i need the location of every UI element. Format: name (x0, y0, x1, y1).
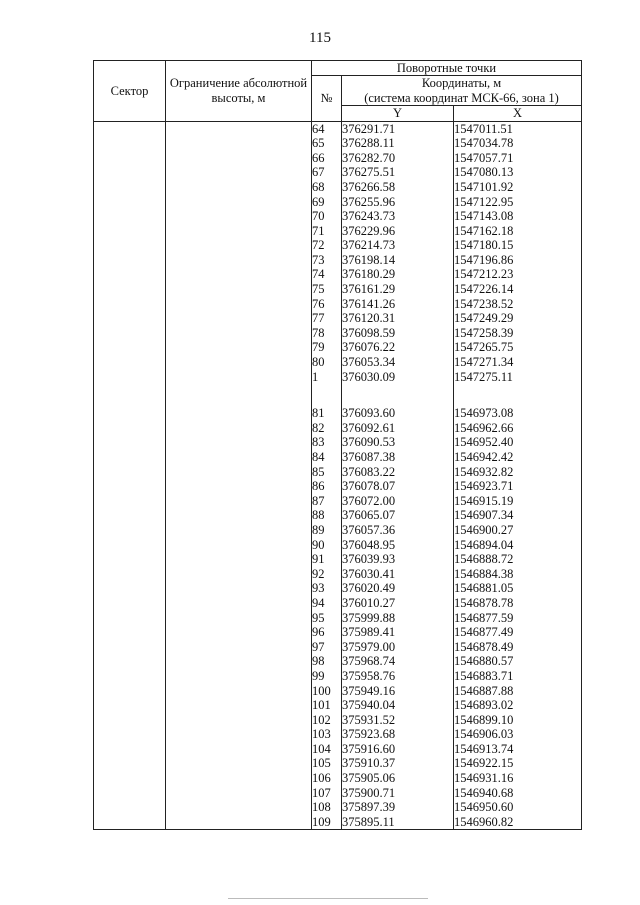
point-number: 76 (312, 297, 342, 312)
coordinate-y: 376098.59 (342, 326, 454, 341)
altitude-limit-cell (166, 494, 312, 509)
coordinate-y: 376030.09 (342, 370, 454, 385)
table-row (94, 479, 582, 494)
sector-cell (94, 727, 166, 742)
coordinate-x: 1546973.08 (454, 406, 582, 421)
coordinate-y: 375916.60 (342, 742, 454, 757)
coordinate-x: 1547196.86 (454, 253, 582, 268)
coordinate-y: 375979.00 (342, 640, 454, 655)
table-row (94, 683, 582, 698)
sector-cell (94, 421, 166, 436)
point-number: 90 (312, 537, 342, 552)
altitude-limit-cell (166, 683, 312, 698)
coordinate-x: 1546881.05 (454, 581, 582, 596)
coordinate-y: 375968.74 (342, 654, 454, 669)
table-row (94, 465, 582, 480)
coordinate-y: 376030.41 (342, 567, 454, 582)
point-number: 82 (312, 421, 342, 436)
table-row (94, 282, 582, 297)
point-number: 89 (312, 523, 342, 538)
sector-cell (94, 508, 166, 523)
table-row (94, 435, 582, 450)
table-row (94, 450, 582, 465)
point-number: 102 (312, 713, 342, 728)
table-row (94, 180, 582, 195)
coordinate-y: 376083.22 (342, 465, 454, 480)
altitude-limit-cell (166, 238, 312, 253)
table-row (94, 494, 582, 509)
coordinate-x: 1546878.78 (454, 596, 582, 611)
coordinate-x: 1546900.27 (454, 523, 582, 538)
sector-cell (94, 355, 166, 370)
altitude-limit-cell (166, 311, 312, 326)
altitude-limit-cell (166, 180, 312, 195)
point-number: 79 (312, 340, 342, 355)
coordinate-x: 1546907.34 (454, 508, 582, 523)
point-number: 87 (312, 494, 342, 509)
coordinate-y: 375940.04 (342, 698, 454, 713)
altitude-limit-cell (166, 297, 312, 312)
coordinate-x: 1546906.03 (454, 727, 582, 742)
sector-cell (94, 640, 166, 655)
altitude-limit-cell (166, 786, 312, 801)
table-row (94, 421, 582, 436)
table-row (94, 786, 582, 801)
coordinate-y: 376291.71 (342, 121, 454, 136)
coordinate-y: 376010.27 (342, 596, 454, 611)
table-row (94, 151, 582, 166)
sector-cell (94, 713, 166, 728)
point-number: 69 (312, 194, 342, 209)
altitude-limit-cell (166, 596, 312, 611)
altitude-limit-cell (166, 465, 312, 480)
altitude-limit-cell (166, 370, 312, 385)
header-coordinates (342, 76, 582, 106)
sector-cell (94, 815, 166, 830)
coordinate-y: 376076.22 (342, 340, 454, 355)
point-number: 84 (312, 450, 342, 465)
coordinate-x: 1546888.72 (454, 552, 582, 567)
coordinate-x: 1547122.95 (454, 194, 582, 209)
altitude-limit-cell (166, 340, 312, 355)
coordinate-x: 1546894.04 (454, 537, 582, 552)
coordinate-y: 375895.11 (342, 815, 454, 830)
point-number: 88 (312, 508, 342, 523)
point-number: 100 (312, 683, 342, 698)
point-number: 105 (312, 756, 342, 771)
sector-cell (94, 698, 166, 713)
sector-cell (94, 581, 166, 596)
coordinate-y: 376072.00 (342, 494, 454, 509)
coordinate-y: 376275.51 (342, 165, 454, 180)
table-row (94, 800, 582, 815)
altitude-limit-cell (166, 654, 312, 669)
sector-cell (94, 567, 166, 582)
sector-cell (94, 406, 166, 421)
coordinate-x: 1547011.51 (454, 121, 582, 136)
point-number: 108 (312, 800, 342, 815)
sector-cell (94, 450, 166, 465)
altitude-limit-cell (166, 406, 312, 421)
point-number: 75 (312, 282, 342, 297)
coordinate-x: 1547265.75 (454, 340, 582, 355)
sector-cell (94, 311, 166, 326)
table-row (94, 523, 582, 538)
point-number: 98 (312, 654, 342, 669)
point-number: 109 (312, 815, 342, 830)
table-row (94, 567, 582, 582)
table-row (94, 756, 582, 771)
altitude-limit-cell (166, 552, 312, 567)
header-x: X (454, 106, 582, 121)
point-number: 91 (312, 552, 342, 567)
altitude-limit-cell (166, 771, 312, 786)
point-number: 106 (312, 771, 342, 786)
table-row (94, 209, 582, 224)
header-coordinates-title: Координаты, м (421, 76, 502, 91)
coordinate-y: 375999.88 (342, 610, 454, 625)
coordinate-x: 1547180.15 (454, 238, 582, 253)
sector-cell (94, 180, 166, 195)
point-number: 1 (312, 370, 342, 385)
altitude-limit-cell (166, 421, 312, 436)
altitude-limit-cell (166, 165, 312, 180)
table-row (94, 238, 582, 253)
altitude-limit-cell (166, 450, 312, 465)
sector-cell (94, 756, 166, 771)
coordinate-x: 1546922.15 (454, 756, 582, 771)
coordinate-y: 376053.34 (342, 355, 454, 370)
coordinate-x: 1547249.29 (454, 311, 582, 326)
sector-cell (94, 326, 166, 341)
point-number: 78 (312, 326, 342, 341)
coordinate-y: 376198.14 (342, 253, 454, 268)
altitude-limit-cell (166, 479, 312, 494)
table-row (94, 713, 582, 728)
point-number: 73 (312, 253, 342, 268)
point-number: 86 (312, 479, 342, 494)
altitude-limit-cell (166, 537, 312, 552)
footer-divider (228, 898, 428, 899)
altitude-limit-cell (166, 267, 312, 282)
sector-cell (94, 742, 166, 757)
coordinate-y: 376229.96 (342, 224, 454, 239)
sector-cell (94, 596, 166, 611)
coordinate-x: 1546883.71 (454, 669, 582, 684)
point-number: 70 (312, 209, 342, 224)
table-row (94, 552, 582, 567)
sector-cell (94, 435, 166, 450)
header-altitude-limit: Ограничение абсолютной высоты, м (166, 61, 312, 122)
table-row (94, 610, 582, 625)
point-number: 97 (312, 640, 342, 655)
coordinate-y: 375989.41 (342, 625, 454, 640)
coordinate-y: 375958.76 (342, 669, 454, 684)
table-row (94, 581, 582, 596)
sector-cell (94, 121, 166, 136)
sector-cell (94, 165, 166, 180)
coordinate-y: 376214.73 (342, 238, 454, 253)
point-number: 103 (312, 727, 342, 742)
coordinate-y: 375910.37 (342, 756, 454, 771)
point-number: 65 (312, 136, 342, 151)
coordinate-y: 376087.38 (342, 450, 454, 465)
coordinate-y: 376120.31 (342, 311, 454, 326)
table-row (94, 596, 582, 611)
coordinate-y: 376020.49 (342, 581, 454, 596)
altitude-limit-cell (166, 567, 312, 582)
coordinate-y: 376243.73 (342, 209, 454, 224)
table-row (94, 815, 582, 830)
sector-cell (94, 465, 166, 480)
coordinate-x: 1547162.18 (454, 224, 582, 239)
table-row (94, 136, 582, 151)
point-number: 67 (312, 165, 342, 180)
coordinate-y: 376057.36 (342, 523, 454, 538)
altitude-limit-cell (166, 121, 312, 136)
coordinate-y: 376180.29 (342, 267, 454, 282)
altitude-limit-cell (166, 508, 312, 523)
table-row (94, 406, 582, 421)
sector-cell (94, 224, 166, 239)
sector-cell (94, 253, 166, 268)
sector-cell (94, 136, 166, 151)
coordinate-x: 1546887.88 (454, 683, 582, 698)
point-number: 85 (312, 465, 342, 480)
altitude-limit-cell (166, 756, 312, 771)
sector-cell (94, 800, 166, 815)
altitude-limit-cell (166, 523, 312, 538)
coordinate-x: 1547057.71 (454, 151, 582, 166)
point-number: 101 (312, 698, 342, 713)
coordinate-y: 375931.52 (342, 713, 454, 728)
sector-cell (94, 625, 166, 640)
altitude-limit-cell (166, 435, 312, 450)
sector-cell (94, 683, 166, 698)
coordinate-x: 1546932.82 (454, 465, 582, 480)
coordinate-x: 1547034.78 (454, 136, 582, 151)
altitude-limit-cell (166, 698, 312, 713)
sector-cell (94, 238, 166, 253)
altitude-limit-cell (166, 224, 312, 239)
altitude-limit-cell (166, 136, 312, 151)
coordinate-x: 1546899.10 (454, 713, 582, 728)
header-y: Y (342, 106, 454, 121)
altitude-limit-cell (166, 669, 312, 684)
table-row (94, 326, 582, 341)
altitude-limit-cell (166, 640, 312, 655)
coordinate-y: 375923.68 (342, 727, 454, 742)
point-number: 66 (312, 151, 342, 166)
coordinate-x: 1547238.52 (454, 297, 582, 312)
coordinate-x: 1547212.23 (454, 267, 582, 282)
table-row (94, 508, 582, 523)
altitude-limit-cell (166, 800, 312, 815)
altitude-limit-cell (166, 151, 312, 166)
table-row (94, 355, 582, 370)
coordinate-x: 1546877.49 (454, 625, 582, 640)
table-row (94, 267, 582, 282)
coordinate-x: 1546962.66 (454, 421, 582, 436)
coordinate-x: 1547275.11 (454, 370, 582, 385)
altitude-limit-cell (166, 815, 312, 830)
altitude-limit-cell (166, 355, 312, 370)
table-row (94, 224, 582, 239)
coordinate-x: 1546960.82 (454, 815, 582, 830)
sector-cell (94, 610, 166, 625)
sector-cell (94, 267, 166, 282)
table-row (94, 771, 582, 786)
point-number: 64 (312, 121, 342, 136)
table-row (94, 727, 582, 742)
sector-cell (94, 282, 166, 297)
table-row (94, 698, 582, 713)
altitude-limit-cell (166, 727, 312, 742)
coordinate-x: 1546893.02 (454, 698, 582, 713)
sector-cell (94, 552, 166, 567)
altitude-limit-cell (166, 742, 312, 757)
coordinate-x: 1546952.40 (454, 435, 582, 450)
table-body (94, 121, 582, 830)
table-row (94, 121, 582, 136)
table-row (94, 625, 582, 640)
coordinate-y: 376093.60 (342, 406, 454, 421)
coordinate-x: 1547101.92 (454, 180, 582, 195)
page-number: 115 (309, 30, 331, 46)
sector-cell (94, 771, 166, 786)
coordinate-y: 375897.39 (342, 800, 454, 815)
coordinate-y: 376266.58 (342, 180, 454, 195)
coordinate-y: 376288.11 (342, 136, 454, 151)
sector-cell (94, 523, 166, 538)
table-row (94, 297, 582, 312)
point-number: 81 (312, 406, 342, 421)
coordinate-y: 375905.06 (342, 771, 454, 786)
table-row (94, 742, 582, 757)
coordinate-x: 1546880.57 (454, 654, 582, 669)
coordinate-x: 1546923.71 (454, 479, 582, 494)
table-row (94, 640, 582, 655)
point-number: 71 (312, 224, 342, 239)
altitude-limit-cell (166, 209, 312, 224)
coordinates-table (93, 60, 582, 830)
header-turning-points: Поворотные точки (312, 61, 582, 76)
header-coordinate-system: (система координат МСК-66, зона 1) (364, 90, 559, 105)
coordinate-x: 1547271.34 (454, 355, 582, 370)
altitude-limit-cell (166, 713, 312, 728)
sector-cell (94, 340, 166, 355)
table-row (94, 194, 582, 209)
coordinate-y: 376161.29 (342, 282, 454, 297)
sector-cell (94, 151, 166, 166)
table-row (94, 253, 582, 268)
point-number: 80 (312, 355, 342, 370)
table-row (94, 311, 582, 326)
sector-cell (94, 194, 166, 209)
header-number: № (312, 76, 342, 121)
coordinate-y: 376065.07 (342, 508, 454, 523)
table-row (94, 669, 582, 684)
table-row (94, 165, 582, 180)
coordinate-x: 1547226.14 (454, 282, 582, 297)
sector-cell (94, 669, 166, 684)
coordinate-y: 376141.26 (342, 297, 454, 312)
coordinate-y: 376282.70 (342, 151, 454, 166)
header-sector: Сектор (94, 61, 166, 122)
altitude-limit-cell (166, 282, 312, 297)
coordinate-x: 1546878.49 (454, 640, 582, 655)
point-number: 92 (312, 567, 342, 582)
coordinate-x: 1546877.59 (454, 610, 582, 625)
altitude-limit-cell (166, 326, 312, 341)
point-number: 107 (312, 786, 342, 801)
altitude-limit-cell (166, 253, 312, 268)
point-number: 93 (312, 581, 342, 596)
coordinate-y: 376078.07 (342, 479, 454, 494)
coordinate-y: 375949.16 (342, 683, 454, 698)
coordinate-x: 1546942.42 (454, 450, 582, 465)
altitude-limit-cell (166, 610, 312, 625)
group-separator (94, 384, 582, 406)
coordinate-x: 1546950.60 (454, 800, 582, 815)
coordinate-x: 1546931.16 (454, 771, 582, 786)
coordinate-y: 376255.96 (342, 194, 454, 209)
altitude-limit-cell (166, 581, 312, 596)
coordinate-x: 1546884.38 (454, 567, 582, 582)
sector-cell (94, 209, 166, 224)
coordinate-x: 1546940.68 (454, 786, 582, 801)
sector-cell (94, 654, 166, 669)
point-number: 94 (312, 596, 342, 611)
coordinate-x: 1547143.08 (454, 209, 582, 224)
sector-cell (94, 370, 166, 385)
point-number: 72 (312, 238, 342, 253)
coordinate-x: 1547258.39 (454, 326, 582, 341)
altitude-limit-cell (166, 625, 312, 640)
coordinate-y: 375900.71 (342, 786, 454, 801)
sector-cell (94, 786, 166, 801)
sector-cell (94, 479, 166, 494)
point-number: 83 (312, 435, 342, 450)
coordinate-y: 376092.61 (342, 421, 454, 436)
sector-cell (94, 494, 166, 509)
point-number: 74 (312, 267, 342, 282)
point-number: 96 (312, 625, 342, 640)
table-row (94, 654, 582, 669)
coordinate-y: 376048.95 (342, 537, 454, 552)
altitude-limit-cell (166, 194, 312, 209)
coordinate-y: 376039.93 (342, 552, 454, 567)
coordinate-x: 1547080.13 (454, 165, 582, 180)
table-row (94, 537, 582, 552)
point-number: 104 (312, 742, 342, 757)
sector-cell (94, 297, 166, 312)
coordinate-x: 1546913.74 (454, 742, 582, 757)
point-number: 99 (312, 669, 342, 684)
point-number: 77 (312, 311, 342, 326)
point-number: 95 (312, 610, 342, 625)
coordinate-x: 1546915.19 (454, 494, 582, 509)
sector-cell (94, 537, 166, 552)
point-number: 68 (312, 180, 342, 195)
table-row (94, 370, 582, 385)
table-row (94, 340, 582, 355)
coordinate-y: 376090.53 (342, 435, 454, 450)
